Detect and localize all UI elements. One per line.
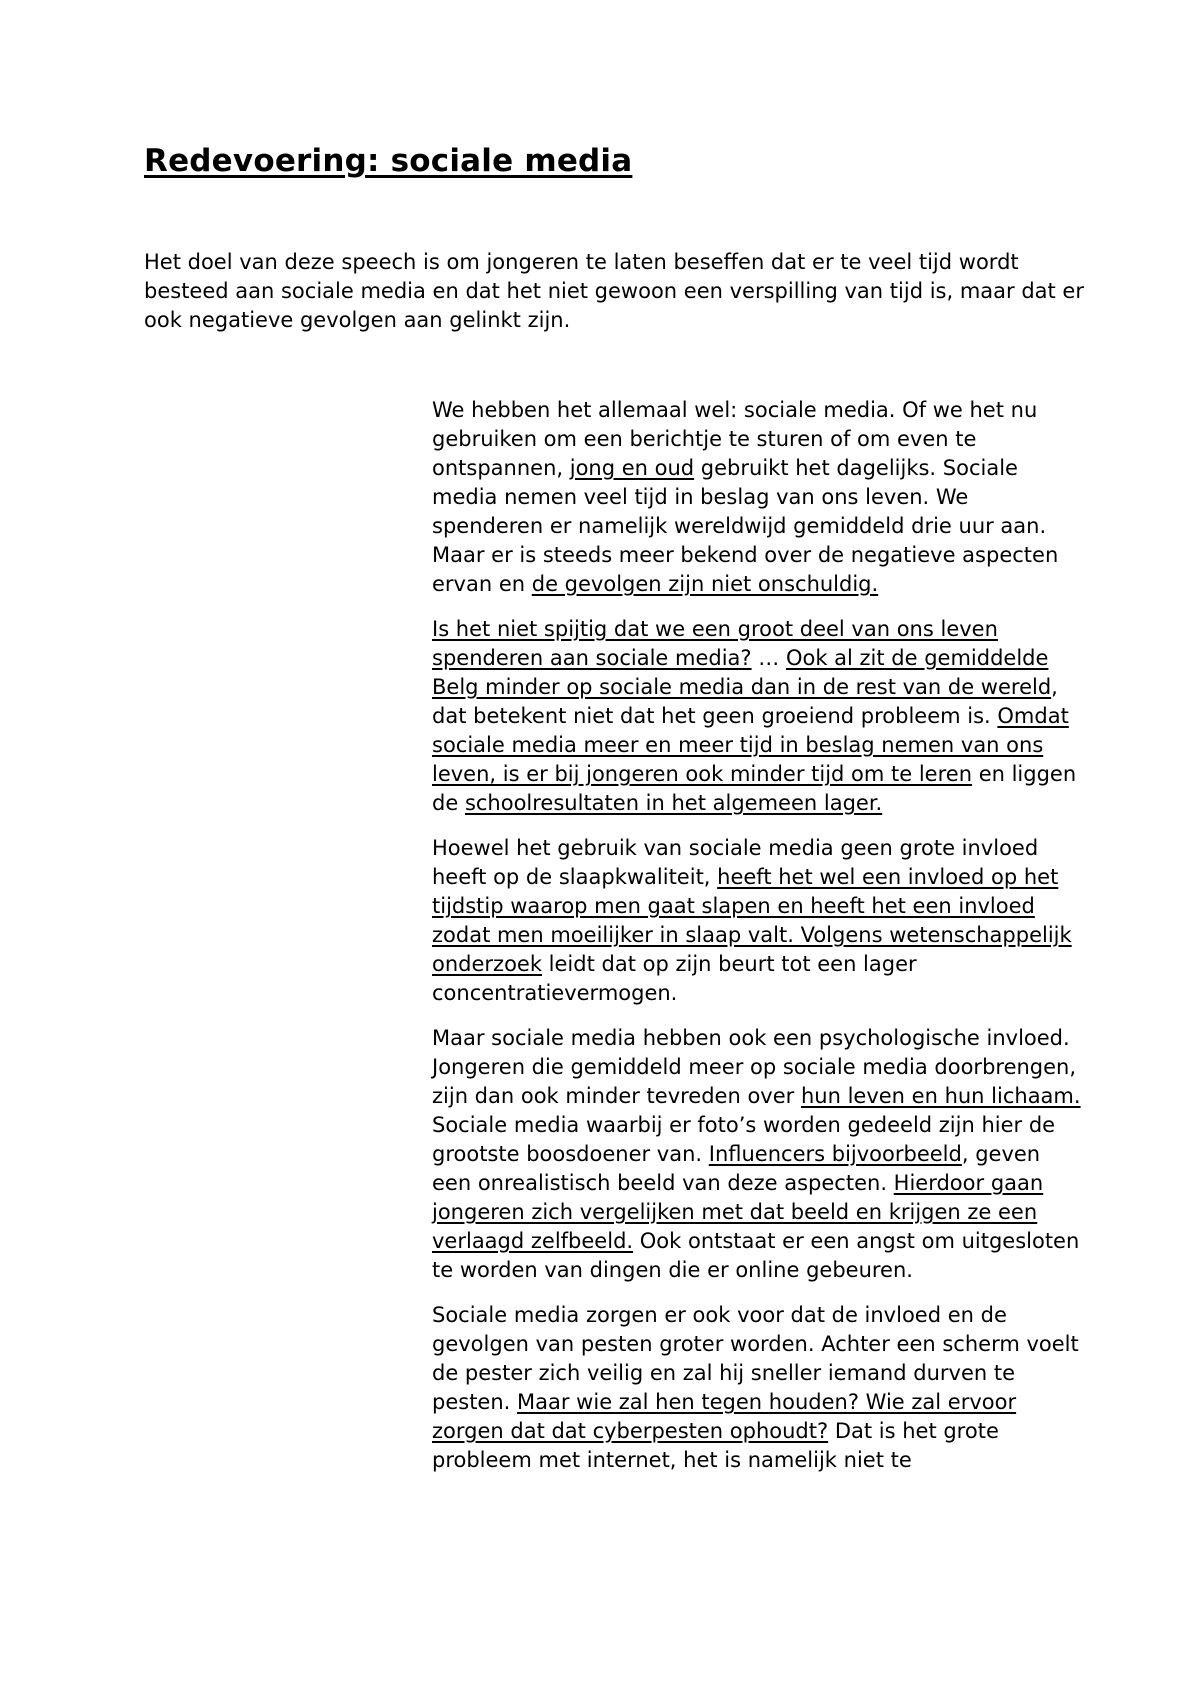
underlined-phrase: Ook al zit de gemiddelde Belg minder op sociale media dan in de rest van de wereld <box>432 646 1052 699</box>
text-run: gebruikt het dagelijks. Sociale media nemen veel tijd in beslag van ons leven. We spenderen er namelijk wereldwijd gemiddeld drie uur aan. Maar er is steeds meer bekend over de negatieve aspecten ervan en <box>432 456 1059 596</box>
underlined-phrase: schoolresultaten in het algemeen lager. <box>464 791 883 815</box>
text-run: en liggen de <box>432 762 1077 815</box>
text-run: We hebben het allemaal wel: sociale media. Of we het nu gebruiken om een berichtje te sturen of om even te ontspannen, <box>432 398 1038 480</box>
speech-paragraph-1 <box>432 396 1082 599</box>
intro-paragraph: Het doel van deze speech is om jongeren te laten beseffen dat er te veel tijd wordt besteed aan sociale media en dat het niet gewoon een verspilling van tijd is, maar dat er ook negatieve gevolgen aan gelinkt zijn. <box>144 250 1084 332</box>
underlined-phrase: Influencers bijvoorbeeld <box>708 1142 962 1166</box>
underlined-phrase: Omdat sociale media meer en meer tijd in beslag nemen van ons leven, is er bij jongeren ook minder tijd om te leren <box>432 704 1069 786</box>
underlined-phrase: Is het niet spijtig dat we een groot deel van ons leven spenderen aan sociale media? <box>432 617 998 670</box>
speech-paragraph-2 <box>432 615 1082 818</box>
text-run: … <box>751 646 786 670</box>
speech-paragraph-3 <box>432 834 1082 1008</box>
speech-paragraph-5 <box>432 1301 1082 1475</box>
text-run: , dat betekent niet dat het geen groeiend probleem is. <box>432 675 1058 728</box>
text-run: Maar sociale media hebben ook een psychologische invloed. Jongeren die gemiddeld meer op sociale media doorbrengen, zijn dan ook minder tevreden over <box>432 1026 1077 1108</box>
text-run: Hoewel het gebruik van sociale media geen grote invloed heeft op de slaapkwaliteit, <box>432 836 1039 889</box>
underlined-phrase: Maar wie zal hen tegen houden? Wie zal ervoor zorgen dat dat cyberpesten ophoudt? <box>432 1390 1017 1443</box>
text-run: , geven een onrealistisch beeld van deze aspecten. <box>432 1142 1041 1195</box>
underlined-phrase: de gevolgen zijn niet onschuldig. <box>531 572 879 596</box>
text-run: Sociale media zorgen er ook voor dat de invloed en de gevolgen van pesten groter worden. Achter een scherm voelt de pester zich veilig en zal hij sneller iemand durven te pesten. <box>432 1303 1079 1414</box>
underlined-phrase: heeft het wel een invloed op het tijdstip waarop men gaat slapen en heeft het een invloed zodat men moeilijker in slaap valt. Volgens wetenschappelijk onderzoek <box>432 865 1072 976</box>
speech-paragraph-4 <box>432 1024 1082 1285</box>
underlined-phrase: hun leven en hun lichaam. <box>800 1084 1081 1108</box>
underlined-phrase: jong en oud <box>569 456 695 480</box>
text-run: Ook ontstaat er een angst om uitgesloten te worden van dingen die er online gebeuren. <box>432 1229 1080 1282</box>
text-run: Sociale media waarbij er foto’s worden gedeeld zijn hier de grootste boosdoener van. <box>432 1113 1056 1166</box>
text-run: leidt dat op zijn beurt tot een lager concentratievermogen. <box>432 952 917 1005</box>
speech-body <box>432 396 1082 1491</box>
page-title: Redevoering: sociale media <box>144 143 633 179</box>
text-run: Dat is het grote probleem met internet, het is namelijk niet te <box>432 1419 999 1472</box>
underlined-phrase: Hierdoor gaan jongeren zich vergelijken met dat beeld en krijgen ze een verlaagd zelfbeeld. <box>432 1171 1044 1253</box>
